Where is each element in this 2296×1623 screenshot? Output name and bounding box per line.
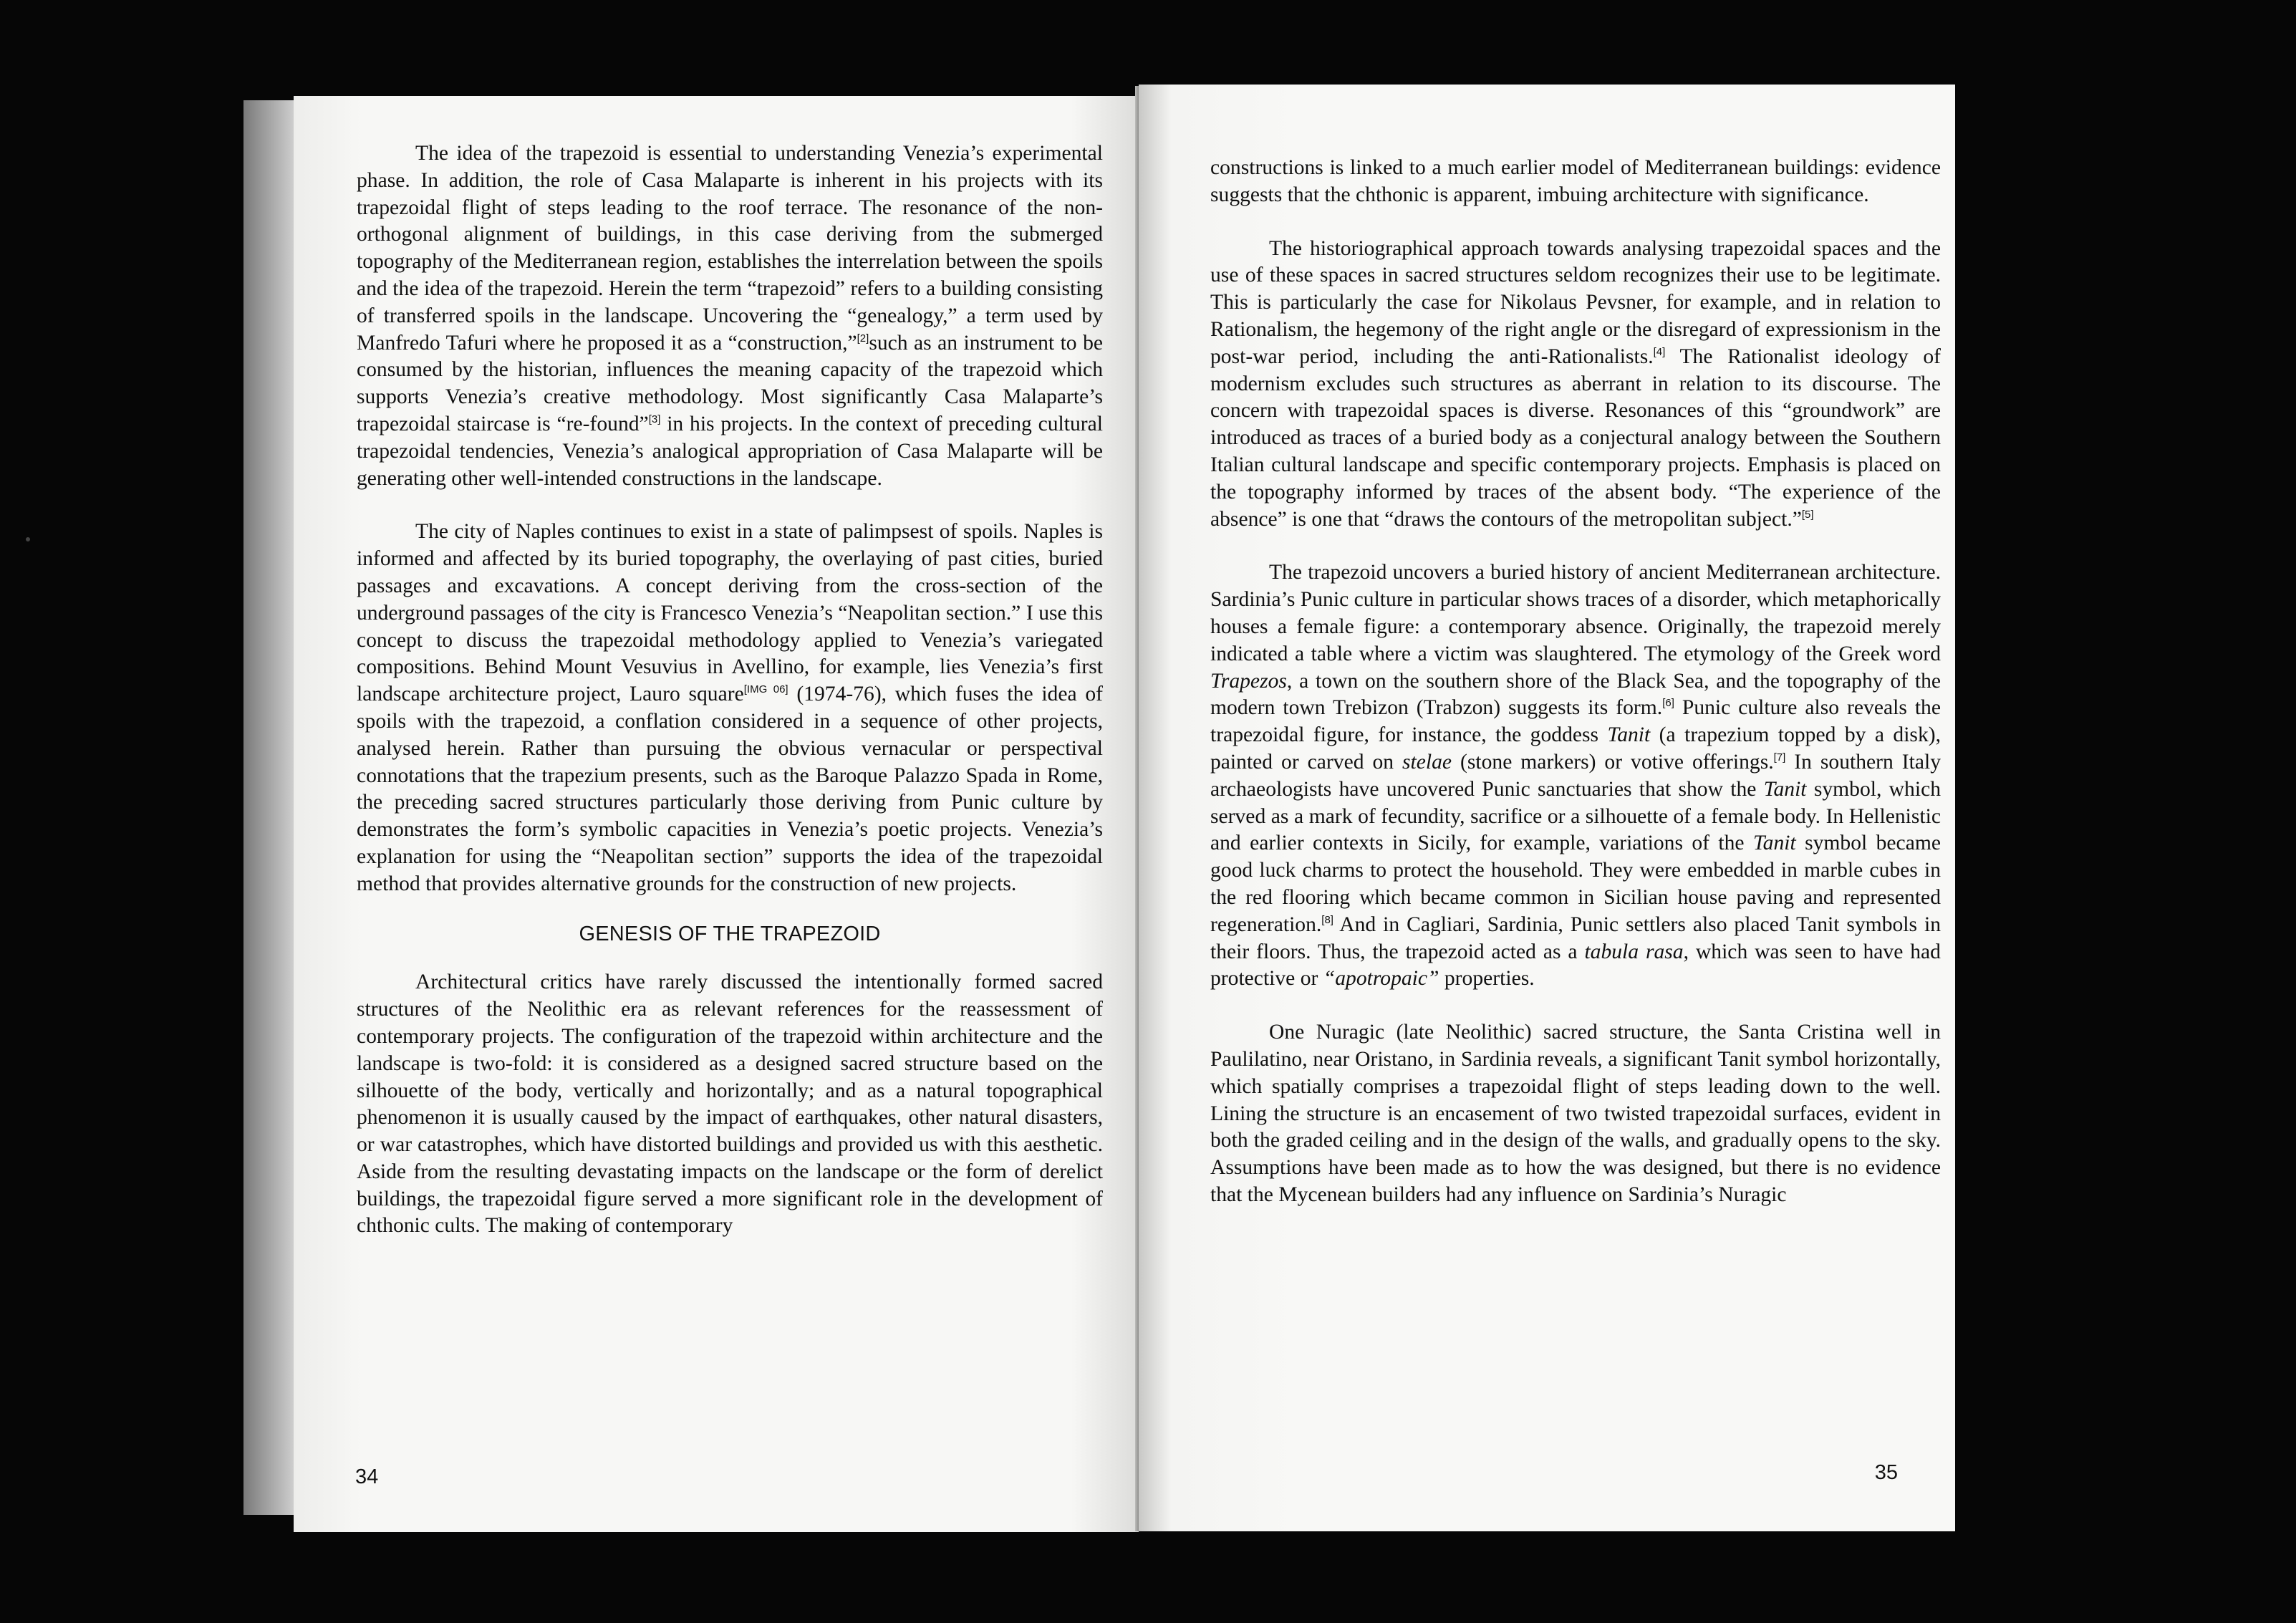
page-number: 35	[1874, 1461, 1898, 1484]
right-page	[1139, 85, 1955, 1531]
paragraph: constructions is linked to a much earlier model of Mediterranean buildings: evidence suggests that the chthonic is apparent, imbuing architecture with significance.	[1210, 156, 1941, 206]
left-page	[294, 96, 1139, 1532]
paragraph: The idea of the trapezoid is essential to understanding Venezia’s experimental phase. In addition, the role of Casa Malaparte is inherent in his projects with its trapezoidal flight of steps leading to the roof terrace. The resonance of the non-orthogonal alignment of buildings, in this case deriving from the submerged topography of the Mediterranean region, establishes the interrelation between the spoils and the idea of the trapezoid. Herein the term “trapezoid” refers to a building consisting of transferred spoils in the landscape. Uncovering the “genealogy,” a term used by Manfredo Tafuri where he proposed it as a “construction,”[2]such as an instrument to be consumed by the historian, influences the meaning capacity of the trapezoid which supports Venezia’s creative methodology. Most significantly Casa Malaparte’s trapezoidal staircase is “re-found”[3] in his projects. In the context of preceding cultural trapezoidal tendencies, Venezia’s analogical appropriation of Casa Malaparte will be generating other well-intended constructions in the landscape.	[357, 142, 1104, 490]
footnote-ref: [5]	[1801, 508, 1814, 521]
paragraph: The trapezoid uncovers a buried history of ancient Mediterranean architecture. Sardinia’s Punic culture in particular shows traces of a disorder, which metaphorically houses a female figure: a contemporary absence. Originally, the trapezoid merely indicated a table where a victim was slaughtered. The etymology of the Greek word Trapezos, a town on the southern shore of the Black Sea, and the topography of the modern town Trebizon (Trabzon) suggests its form.[6] Punic culture also reveals the trapezoidal figure, for instance, the goddess Tanit (a trapezium topped by a disk), painted or carved on stelae (stone markers) or votive offerings.[7] In southern Italy archaeologists have uncovered Punic sanctuaries that show the Tanit symbol, which served as a mark of fecundity, sacrifice or a silhouette of a female body. In Hellenistic and earlier contexts in Sicily, for example, variations of the Tanit symbol became good luck charms to protect the household. They were embedded in marble cubes in the red flooring which became common in Sicilian house paving and represented regeneration.[8] And in Cagliari, Sardinia, Punic settlers also placed Tanit symbols in their floors. Thus, the trapezoid acted as a tabula rasa, which was seen to have had protective or “apotropaic” properties.	[1210, 561, 1941, 991]
footnote-ref: [8]	[1321, 913, 1333, 926]
paragraph: The historiographical approach towards analysing trapezoidal spaces and the use of these spaces in sacred structures seldom recognizes their use to be legitimate. This is particularly the case for Nikolaus Pevsner, for example, and in relation to Rationalism, the hegemony of the right angle or the disregard of expressionism in the post-war period, including the anti-Rationalists.[4] The Rationalist ideology of modernism excludes such structures as aberrant in relation to its discourse. The concern with trapezoidal spaces is diverse. Resonances of this “groundwork” are introduced as traces of a buried body as a conjectural analogy between the Southern Italian cultural landscape and specific contemporary projects. Emphasis is placed on the topography informed by traces of the absent body. “The experience of the absence” is one that “draws the contours of the metropolitan subject.”[5]	[1210, 236, 1941, 531]
section-heading: GENESIS OF THE TRAPEZOID	[579, 922, 881, 945]
left-page-body	[357, 140, 1103, 1240]
book-edge-shadow	[243, 100, 301, 1515]
paragraph: The city of Naples continues to exist in a state of palimpsest of spoils. Naples is informed and affected by its buried topography, the overlaying of past cities, buried passages and excavations. A concept deriving from the cross-section of the underground passages of the city is Francesco Venezia’s “Neapolitan section.” I use this concept to discuss the trapezoidal methodology applied to Venezia’s variegated compositions. Behind Mount Vesuvius in Avellino, for example, lies Venezia’s first landscape architecture project, Lauro square[IMG 06] (1974-76), which fuses the idea of spoils with the trapezoid, a conflation considered in a sequence of other projects, analysed herein. Rather than pursuing the obvious vernacular or perspectival connotations that the trapezium presents, such as the Baroque Palazzo Spada in Rome, the preceding sacred structures particularly those deriving from Punic culture by demonstrates the form’s symbolic capacities in Venezia’s poetic projects. Venezia’s explanation for using the “Neapolitan section” supports the idea of the trapezoidal method that provides alternative grounds for the construction of new projects.	[357, 520, 1103, 895]
paragraph: One Nuragic (late Neolithic) sacred structure, the Santa Cristina well in Paulilatino, near Oristano, in Sardinia reveals, a significant Tanit symbol horizontally, which spatially comprises a trapezoidal flight of steps leading down to the well. Lining the structure is an encasement of two twisted trapezoidal surfaces, evident in both the graded ceiling and in the design of the walls, and gradually opens to the sky. Assumptions have been made as to how the was designed, but there is no evidence that the Mycenean builders had any influence on Sardinia’s Nuragic	[1210, 1021, 1941, 1206]
page-number: 34	[355, 1465, 379, 1488]
footnote-ref: [2]	[857, 332, 869, 345]
right-page-body	[1210, 155, 1941, 1209]
dust-speck	[26, 537, 30, 541]
footnote-ref: [7]	[1773, 751, 1786, 764]
image-ref: [IMG 06]	[743, 683, 788, 696]
footnote-ref: [4]	[1653, 345, 1666, 358]
footnote-ref: [6]	[1662, 697, 1674, 710]
paragraph: Architectural critics have rarely discussed the intentionally formed sacred structures of the Neolithic era as relevant references for the reassessment of contemporary projects. The configuration of the trapezoid within architecture and the landscape is two-fold: it is considered as a designed sacred structure based on the silhouette of the body, vertically and horizontally; and as a natural topographical phenomenon it is usually caused by the impact of earthquakes, other natural disasters, or war catastrophes, which have distorted buildings and provided us with this aesthetic. Aside from the resulting devastating impacts on the landscape or the form of derelict buildings, the trapezoidal figure served a more significant role in the development of chthonic cults. The making of contemporary	[357, 971, 1103, 1238]
footnote-ref: [3]	[648, 413, 661, 425]
